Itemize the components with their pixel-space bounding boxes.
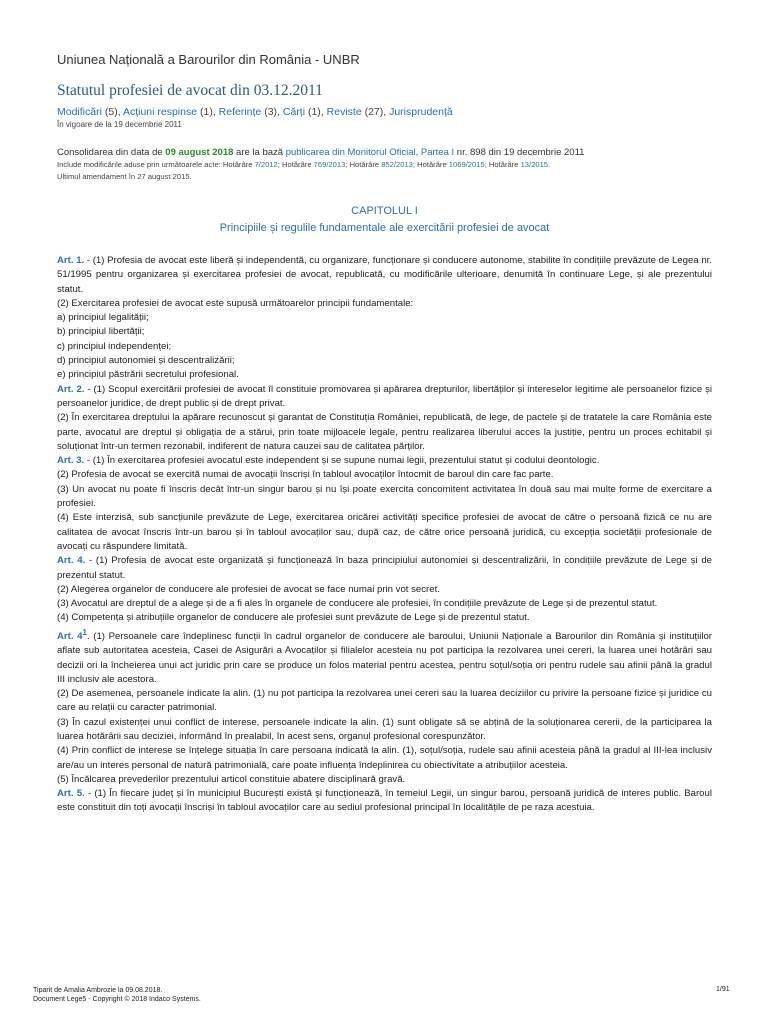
- article-link[interactable]: Art. 4.: [57, 555, 86, 567]
- link-referinte[interactable]: Referințe: [218, 106, 262, 118]
- document-title: Statutul profesiei de avocat din 03.12.2011: [57, 82, 323, 99]
- article-link[interactable]: Art. 3.: [57, 455, 85, 467]
- paragraph: Art. 2. - (1) Scopul exercitării profesiei de avocat îl constituie promovarea și apărarea drepturilor, libertăților și intereselor legitime ale persoanelor fizice și persoanelor juridice, de drept public și de drept privat.: [57, 383, 712, 409]
- last-amendment: Ultimul amendament în 27 august 2015.: [57, 172, 192, 181]
- in-force-date: În vigoare de la 19 decembrie 2011: [57, 120, 182, 129]
- list-item: b) principiul libertății;: [57, 326, 145, 338]
- paragraph: (2) De asemenea, persoanele indicate la alin. (1) nu pot participa la rezolvarea unei cereri sau la luarea deciziilor cu privire la persoane fizice și juridice cu care au relații cu caracter patrimonial.: [57, 688, 712, 714]
- article-link[interactable]: Art. 1.: [57, 255, 85, 266]
- paragraph: (2) Alegerea organelor de conducere ale profesiei de avocat se face numai prin vot secret.: [57, 583, 440, 595]
- act-link[interactable]: 1069/2015: [448, 160, 485, 169]
- list-item: e) principiul păstrării secretului profesional.: [57, 369, 239, 381]
- link-jurisprudenta[interactable]: Jurisprudență: [389, 106, 453, 118]
- paragraph: Art. 1. - (1) Profesia de avocat este liberă și independentă, cu organizare, funcționare și conducere autonome, stabilite în condițiile prevăzute de Legea nr. 51/1995 pentru organizarea și exercitarea profesiei de avocat, republicată, cu modificările ulterioare, denumită în continuare Lege, și ale prezentului statut.: [57, 255, 712, 295]
- paragraph: (3) Avocatul are dreptul de a alege și de a fi ales în organele de conducere ale profesiei, în condițiile prevăzute de Lege și de prezentul statut.: [57, 598, 658, 610]
- link-reviste[interactable]: Reviste: [326, 106, 362, 118]
- organization-name: Uniunea Națională a Barourilor din România - UNBR: [57, 52, 360, 67]
- paragraph: (3) În cazul existenței unui conflict de interese, persoanele indicate la alin. (1) sunt obligate să se abțină de la soluționarea cererii, de la participarea la luarea hotărârii sau deciziei, informând în prealabil, în acest sens, organul profesional corespunzător.: [57, 716, 712, 742]
- paragraph: (3) Un avocat nu poate fi înscris decât într-un singur barou și nu își poate exercita concomitent activitatea în două sau mai multe forme de exercitare a profesiei.: [57, 483, 712, 510]
- act-link[interactable]: 769/2013: [313, 160, 346, 169]
- amending-acts: Include modificările aduse prin următoarele acte: Hotărâre 7/2012; Hotărâre 769/2013; Hotărâre 852/2013; Hotărâre 1069/2015; Hotărâre 13/2015.: [57, 160, 551, 169]
- printed-by: Tiparit de Amalia Ambrozie la 09.08.2018.: [33, 987, 163, 994]
- article-link[interactable]: Art. 2.: [57, 383, 85, 395]
- paragraph: (2) Profesia de avocat se exercită numai de avocații înscriși în tabloul avocaților întocmit de baroul din care fac parte.: [57, 469, 554, 481]
- list-item: d) principiul autonomiei și descentralizării;: [57, 355, 235, 367]
- link-carti[interactable]: Cărți: [282, 106, 306, 118]
- link-modificari[interactable]: Modificări: [57, 106, 102, 118]
- paragraph: (4) Este interzisă, sub sancțiunile prevăzute de Lege, exercitarea oricărei activități specifice profesiei de avocat de către o persoană fizică ce nu are calitatea de avocat înscris într-un barou și în tabloul avocaților sau, după caz, de către orice persoană juridică, cu excepția societății profesionale de avocați cu răspundere limitată.: [57, 512, 712, 552]
- consolidation-date: 09 august 2018: [165, 147, 234, 158]
- print-footer: [33, 986, 201, 1004]
- document-links: Modificări (5), Acțiuni respinse (1), Referințe (3), Cărți (1), Reviste (27), Jurisprudență: [57, 106, 453, 118]
- consolidation-info: Consolidarea din data de 09 august 2018 are la bază publicarea din Monitorul Oficial, Partea I nr. 898 din 19 decembrie 2011: [57, 147, 585, 158]
- paragraph: Art. 4. - (1) Profesia de avocat este organizată și funcționează în baza principiului autonomiei și descentralizării, în condițiile prevăzute de Lege și de prezentul statut.: [57, 555, 712, 581]
- publication-link[interactable]: publicarea din Monitorul Oficial, Partea I: [285, 147, 455, 158]
- copyright: Document Lege5 - Copyright © 2018 Indaco Systems.: [33, 996, 201, 1003]
- paragraph: (5) Încălcarea prevederilor prezentului articol constituie abatere disciplinară gravă.: [57, 773, 406, 785]
- paragraph: (4) Prin conflict de interese se înțelege situația în care persoana indicată la alin. (1), soțul/soția, rudele sau afinii acesteia până la gradul al III-lea inclusiv are/au un interes personal de natură patrimonială, care poate influența îndeplinirea cu obiectivitate a atribuțiilor acesteia.: [57, 745, 712, 771]
- article-link[interactable]: Art. 5.: [57, 788, 85, 800]
- act-link[interactable]: 852/2013: [381, 160, 413, 169]
- act-link[interactable]: 7/2012: [254, 160, 278, 169]
- paragraph: (2) În exercitarea dreptului la apărare recunoscut și garantat de Constituția României, republicată, de lege, de pactele și de tratatele la care România este parte, avocatul are dreptul și obligația de a stărui, prin toate mijloacele legale, pentru realizarea liberului acces la justiție, pentru un proces echitabil și soluționat într-un termen rezonabil, indiferent de natura cauzei sau de calitatea părților.: [57, 412, 712, 452]
- document-body: [57, 254, 712, 816]
- article-link[interactable]: Art. $4^1$: [57, 627, 87, 642]
- list-item: c) principiul independenței;: [57, 340, 172, 352]
- page-number: 1/91: [716, 986, 730, 993]
- chapter-subtitle: Principiile și regulile fundamentale ale exercitării profesiei de avocat: [219, 222, 550, 234]
- paragraph: Art. 3. - (1) În exercitarea profesiei avocatul este independent și se supune numai legii, prezentului statut și codului deontologic.: [57, 455, 600, 467]
- chapter-heading: CAPITOLUL I: [351, 205, 418, 217]
- paragraph: Art. 5. - (1) În fiecare județ și în municipiul București există și funcționează, în temeiul Legii, un singur barou, persoană juridică de interes public. Baroul este constituit din toți avocații înscriși în tabloul avocaților care au sediul profesional principal în localitățile de pe raza acestuia.: [57, 788, 712, 814]
- document-page: [57, 52, 712, 816]
- link-actiuni-respinse[interactable]: Acțiuni respinse: [122, 106, 198, 118]
- paragraph: (2) Exercitarea profesiei de avocat este supusă următoarelor principii fundamentale:: [57, 297, 414, 309]
- paragraph: (4) Competența și atribuțiile organelor de conducere ale profesiei sunt prevăzute de Lege și de prezentul statut.: [57, 612, 530, 624]
- paragraph: Art. $4^1$. (1) Persoanele care îndeplinesc funcții în cadrul organelor de conducere ale baroului, Uniunii Naționale a Barourilor din România și instituțiilor aflate sub autoritatea acesteia, Casei de Asigurări a Avocaților și filialelor acesteia nu pot participa la rezolvarea unei cereri, la luarea unei hotărâri sau decizii ori la încheierea unui act juridic prin care se produce un folos material pentru acestea, pentru soțul/soția ori pentru rudele sau afinii până la gradul III inclusiv ale acestora.: [57, 627, 712, 685]
- list-item: a) principiul legalității;: [57, 312, 149, 324]
- act-link[interactable]: 13/2015: [520, 160, 549, 169]
